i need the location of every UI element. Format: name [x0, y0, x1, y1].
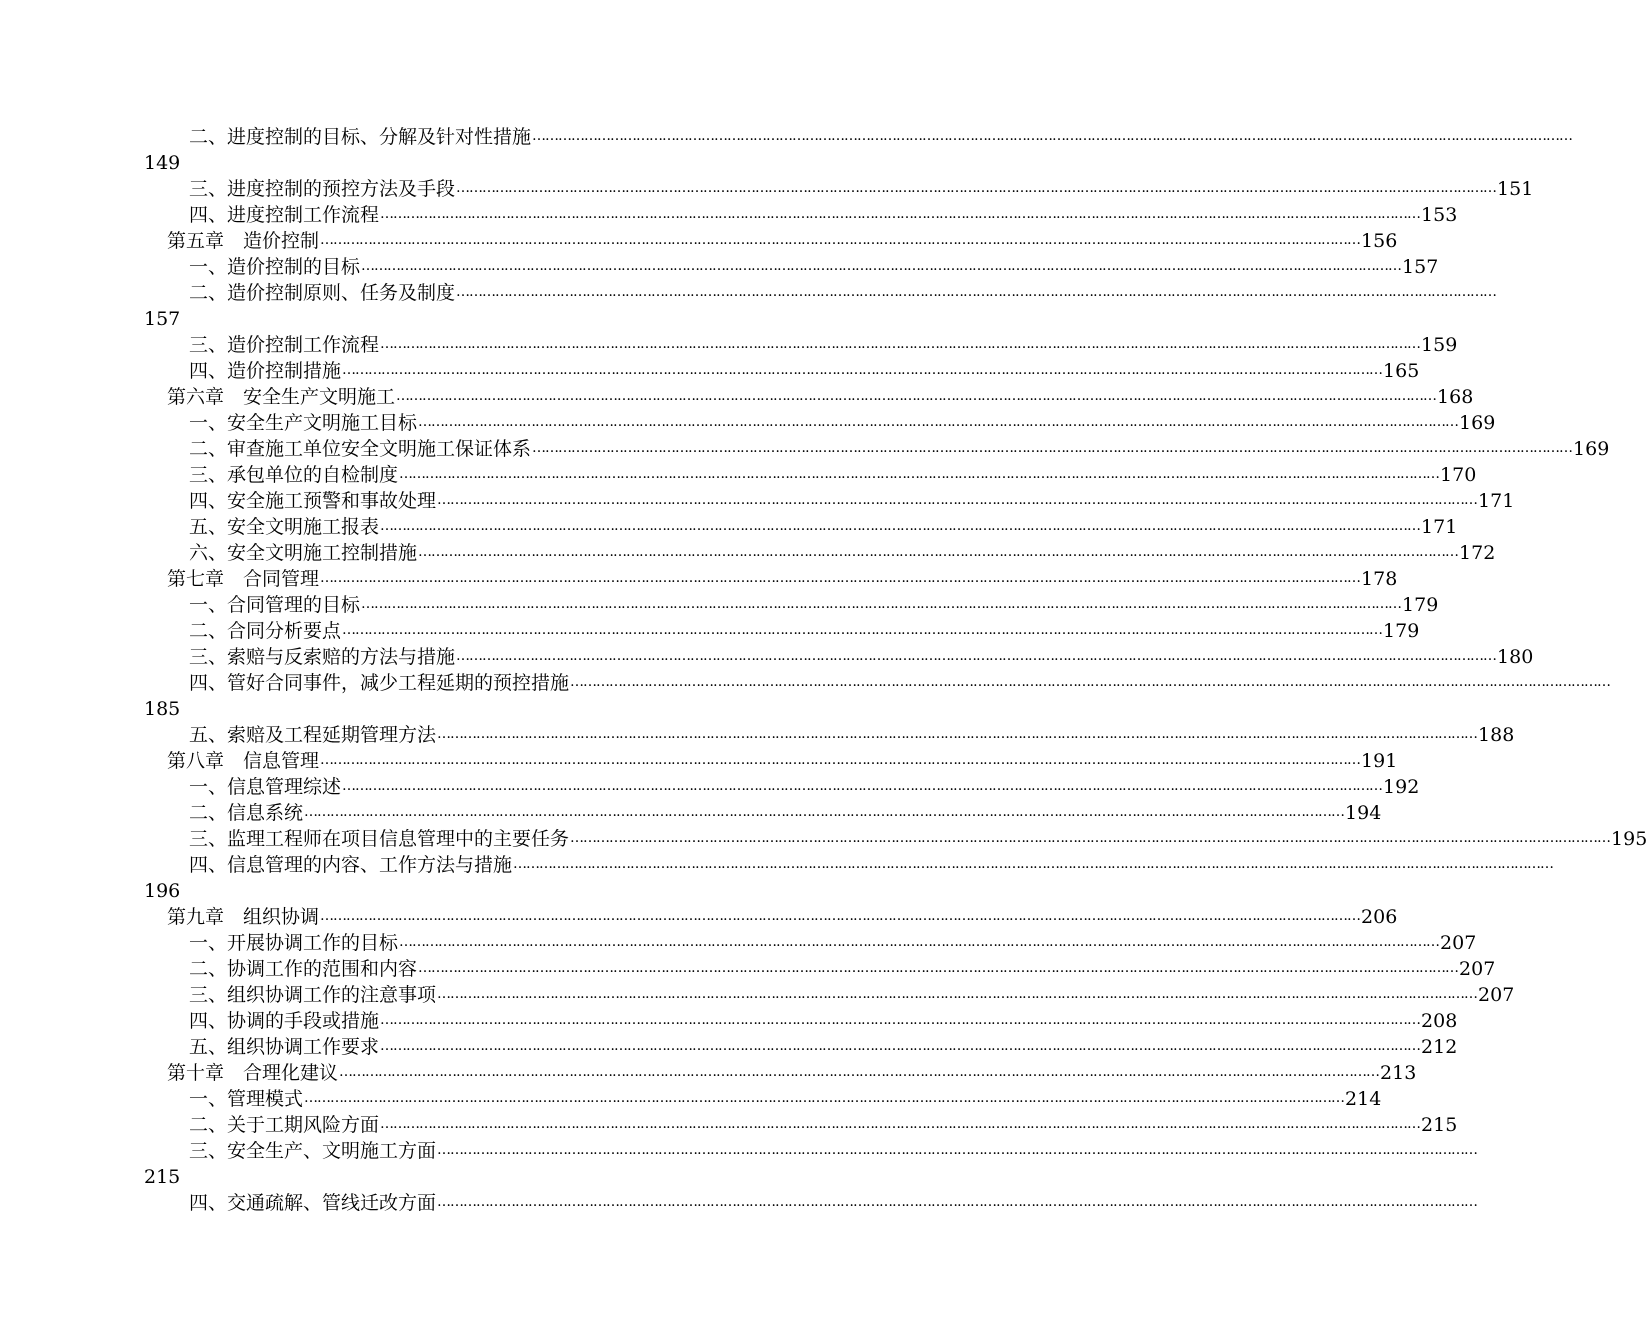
toc-leader-dots: …………………………………………………………………………………………………………………………………………………………………………………………………………………… — [418, 544, 1459, 560]
toc-leader-dots: …………………………………………………………………………………………………………………………………………………………………………………………………………………… — [342, 778, 1383, 794]
toc-entry-title: 二、审查施工单位安全文明施工保证体系 — [189, 438, 532, 460]
toc-leader-dots: …………………………………………………………………………………………………………………………………………………………………………………………………………………… — [437, 986, 1478, 1002]
toc-section-entry — [144, 956, 1496, 982]
toc-entry-title: 第九章 组织协调 — [167, 906, 320, 928]
toc-page-number: 208 — [1421, 1010, 1458, 1032]
toc-page-number: 180 — [1497, 646, 1534, 668]
toc-leader-dots: …………………………………………………………………………………………………………………………………………………………………………………………………………………… — [456, 180, 1497, 196]
toc-entry-title: 五、索赔及工程延期管理方法 — [189, 724, 437, 746]
table-of-contents — [144, 124, 1647, 1216]
toc-leader-dots: …………………………………………………………………………………………………………………………………………………………………………………………………………………… — [399, 934, 1440, 950]
toc-leader-dots: …………………………………………………………………………………………………………………………………………………………………………………………………………………… — [304, 804, 1345, 820]
toc-entry-title: 四、安全施工预警和事故处理 — [189, 490, 437, 512]
toc-leader-dots: …………………………………………………………………………………………………………………………………………………………………………………………………………………… — [570, 674, 1611, 690]
toc-section-entry — [144, 1190, 1478, 1216]
toc-page-number-wrapped: 196 — [144, 880, 181, 902]
toc-entry-title: 三、索赔与反索赔的方法与措施 — [189, 646, 456, 668]
toc-entry-title: 二、关于工期风险方面 — [189, 1114, 380, 1136]
toc-leader-dots: …………………………………………………………………………………………………………………………………………………………………………………………………………………… — [437, 1142, 1478, 1158]
toc-page-number: 169 — [1459, 412, 1496, 434]
toc-leader-dots: …………………………………………………………………………………………………………………………………………………………………………………………………………………… — [380, 1116, 1421, 1132]
toc-section-entry — [144, 514, 1458, 540]
toc-entry-title: 第七章 合同管理 — [167, 568, 320, 590]
toc-section-entry — [144, 644, 1534, 670]
toc-page-number: 169 — [1573, 438, 1610, 460]
toc-section-entry — [144, 202, 1458, 228]
toc-page-number: 212 — [1421, 1036, 1458, 1058]
toc-entry-title: 一、合同管理的目标 — [189, 594, 361, 616]
toc-entry-title: 第十章 合理化建议 — [167, 1062, 339, 1084]
toc-chapter-entry — [144, 566, 1398, 592]
toc-entry-title: 一、管理模式 — [189, 1088, 304, 1110]
toc-page-number: 170 — [1440, 464, 1477, 486]
toc-leader-dots: …………………………………………………………………………………………………………………………………………………………………………………………………………………… — [532, 440, 1573, 456]
toc-leader-dots: …………………………………………………………………………………………………………………………………………………………………………………………………………………… — [339, 1064, 1380, 1080]
toc-page-number: 191 — [1361, 750, 1398, 772]
toc-page-number: 206 — [1361, 906, 1398, 928]
toc-leader-dots: …………………………………………………………………………………………………………………………………………………………………………………………………………………… — [320, 570, 1361, 586]
toc-section-entry — [144, 124, 1573, 150]
toc-section-entry — [144, 1138, 1478, 1164]
toc-section-entry — [144, 1034, 1458, 1060]
toc-leader-dots: …………………………………………………………………………………………………………………………………………………………………………………………………………………… — [320, 908, 1361, 924]
toc-page-number: 157 — [1402, 256, 1439, 278]
toc-section-entry — [144, 930, 1477, 956]
toc-page-number-wrapped: 215 — [144, 1166, 181, 1188]
toc-leader-dots: …………………………………………………………………………………………………………………………………………………………………………………………………………………… — [304, 1090, 1345, 1106]
toc-entry-title: 一、信息管理综述 — [189, 776, 342, 798]
toc-leader-dots: …………………………………………………………………………………………………………………………………………………………………………………………………………………… — [380, 1012, 1421, 1028]
toc-page-number: 207 — [1459, 958, 1496, 980]
toc-chapter-entry — [144, 228, 1398, 254]
toc-entry-title: 三、组织协调工作的注意事项 — [189, 984, 437, 1006]
toc-entry-title: 二、造价控制原则、任务及制度 — [189, 282, 456, 304]
toc-leader-dots: …………………………………………………………………………………………………………………………………………………………………………………………………………………… — [380, 336, 1421, 352]
toc-section-entry — [144, 1008, 1458, 1034]
toc-page-number: 171 — [1478, 490, 1515, 512]
toc-section-entry — [144, 1112, 1458, 1138]
toc-entry-title: 四、交通疏解、管线迁改方面 — [189, 1192, 437, 1214]
toc-section-entry — [144, 540, 1496, 566]
toc-leader-dots: …………………………………………………………………………………………………………………………………………………………………………………………………………………… — [418, 960, 1459, 976]
toc-chapter-entry — [144, 1060, 1417, 1086]
toc-section-entry — [144, 332, 1458, 358]
toc-entry-title: 二、合同分析要点 — [189, 620, 342, 642]
toc-leader-dots: …………………………………………………………………………………………………………………………………………………………………………………………………………………… — [570, 830, 1611, 846]
toc-page-number: 215 — [1421, 1114, 1458, 1136]
toc-entry-title: 三、造价控制工作流程 — [189, 334, 380, 356]
toc-entry-title: 二、信息系统 — [189, 802, 304, 824]
toc-section-entry — [144, 670, 1611, 696]
toc-section-entry — [144, 410, 1496, 436]
toc-leader-dots: …………………………………………………………………………………………………………………………………………………………………………………………………………………… — [320, 752, 1361, 768]
toc-entry-title: 四、信息管理的内容、工作方法与措施 — [189, 854, 513, 876]
toc-section-entry — [144, 1086, 1382, 1112]
toc-page-number: 178 — [1361, 568, 1398, 590]
toc-page-number: 192 — [1383, 776, 1420, 798]
toc-leader-dots: …………………………………………………………………………………………………………………………………………………………………………………………………………………… — [399, 466, 1440, 482]
toc-section-entry — [144, 722, 1515, 748]
toc-page-number: 195 — [1611, 828, 1647, 850]
toc-entry-title: 四、管好合同事件，减少工程延期的预控措施 — [189, 672, 570, 694]
toc-leader-dots: …………………………………………………………………………………………………………………………………………………………………………………………………………………… — [320, 232, 1361, 248]
toc-section-entry — [144, 280, 1497, 306]
toc-entry-title: 第八章 信息管理 — [167, 750, 320, 772]
toc-leader-dots: …………………………………………………………………………………………………………………………………………………………………………………………………………………… — [437, 1194, 1478, 1210]
toc-entry-title: 二、进度控制的目标、分解及针对性措施 — [189, 126, 532, 148]
toc-section-entry — [144, 176, 1534, 202]
toc-leader-dots: …………………………………………………………………………………………………………………………………………………………………………………………………………………… — [361, 596, 1402, 612]
toc-page-number: 179 — [1383, 620, 1420, 642]
toc-page-number: 188 — [1478, 724, 1515, 746]
toc-section-entry — [144, 592, 1439, 618]
toc-page-number: 168 — [1437, 386, 1474, 408]
toc-page-number: 156 — [1361, 230, 1398, 252]
toc-leader-dots: …………………………………………………………………………………………………………………………………………………………………………………………………………………… — [380, 206, 1421, 222]
toc-section-entry — [144, 774, 1420, 800]
toc-entry-title: 五、安全文明施工报表 — [189, 516, 380, 538]
toc-entry-title: 三、进度控制的预控方法及手段 — [189, 178, 456, 200]
toc-section-entry — [144, 800, 1382, 826]
toc-page-number: 207 — [1440, 932, 1477, 954]
toc-entry-title: 三、监理工程师在项目信息管理中的主要任务 — [189, 828, 570, 850]
toc-entry-title: 五、组织协调工作要求 — [189, 1036, 380, 1058]
toc-entry-title: 四、协调的手段或措施 — [189, 1010, 380, 1032]
toc-section-entry — [144, 436, 1610, 462]
toc-page-number: 207 — [1478, 984, 1515, 1006]
toc-chapter-entry — [144, 904, 1398, 930]
toc-page-number: 159 — [1421, 334, 1458, 356]
toc-section-entry — [144, 358, 1420, 384]
toc-entry-title: 三、安全生产、文明施工方面 — [189, 1140, 437, 1162]
toc-leader-dots: …………………………………………………………………………………………………………………………………………………………………………………………………………………… — [396, 388, 1437, 404]
toc-chapter-entry — [144, 748, 1398, 774]
toc-section-entry — [144, 982, 1515, 1008]
toc-page-number-wrapped: 149 — [144, 152, 181, 174]
toc-leader-dots: …………………………………………………………………………………………………………………………………………………………………………………………………………………… — [380, 518, 1421, 534]
toc-section-entry — [144, 826, 1647, 852]
toc-page-number: 214 — [1345, 1088, 1382, 1110]
toc-entry-title: 二、协调工作的范围和内容 — [189, 958, 418, 980]
toc-page-number: 171 — [1421, 516, 1458, 538]
toc-entry-title: 四、造价控制措施 — [189, 360, 342, 382]
toc-leader-dots: …………………………………………………………………………………………………………………………………………………………………………………………………………………… — [513, 856, 1554, 872]
toc-page-number: 153 — [1421, 204, 1458, 226]
toc-page-number: 172 — [1459, 542, 1496, 564]
toc-leader-dots: …………………………………………………………………………………………………………………………………………………………………………………………………………………… — [361, 258, 1402, 274]
toc-entry-title: 一、开展协调工作的目标 — [189, 932, 399, 954]
toc-page-number: 151 — [1497, 178, 1534, 200]
toc-entry-title: 第六章 安全生产文明施工 — [167, 386, 396, 408]
toc-leader-dots: …………………………………………………………………………………………………………………………………………………………………………………………………………………… — [456, 284, 1497, 300]
toc-leader-dots: …………………………………………………………………………………………………………………………………………………………………………………………………………………… — [342, 362, 1383, 378]
toc-entry-title: 第五章 造价控制 — [167, 230, 320, 252]
toc-leader-dots: …………………………………………………………………………………………………………………………………………………………………………………………………………………… — [418, 414, 1459, 430]
toc-entry-title: 一、造价控制的目标 — [189, 256, 361, 278]
toc-page-number: 194 — [1345, 802, 1382, 824]
toc-leader-dots: …………………………………………………………………………………………………………………………………………………………………………………………………………………… — [456, 648, 1497, 664]
toc-section-entry — [144, 618, 1420, 644]
toc-page-number-wrapped: 185 — [144, 698, 181, 720]
toc-page-number: 165 — [1383, 360, 1420, 382]
toc-leader-dots: …………………………………………………………………………………………………………………………………………………………………………………………………………………… — [342, 622, 1383, 638]
toc-entry-title: 三、承包单位的自检制度 — [189, 464, 399, 486]
toc-page-number: 213 — [1380, 1062, 1417, 1084]
toc-page-number-wrapped: 157 — [144, 308, 181, 330]
toc-chapter-entry — [144, 384, 1474, 410]
toc-entry-title: 一、安全生产文明施工目标 — [189, 412, 418, 434]
toc-section-entry — [144, 488, 1515, 514]
toc-leader-dots: …………………………………………………………………………………………………………………………………………………………………………………………………………………… — [437, 492, 1478, 508]
toc-leader-dots: …………………………………………………………………………………………………………………………………………………………………………………………………………………… — [437, 726, 1478, 742]
toc-leader-dots: …………………………………………………………………………………………………………………………………………………………………………………………………………………… — [532, 128, 1573, 144]
toc-section-entry — [144, 254, 1439, 280]
toc-section-entry — [144, 462, 1477, 488]
toc-entry-title: 六、安全文明施工控制措施 — [189, 542, 418, 564]
toc-section-entry — [144, 852, 1554, 878]
toc-entry-title: 四、进度控制工作流程 — [189, 204, 380, 226]
toc-leader-dots: …………………………………………………………………………………………………………………………………………………………………………………………………………………… — [380, 1038, 1421, 1054]
toc-page-number: 179 — [1402, 594, 1439, 616]
